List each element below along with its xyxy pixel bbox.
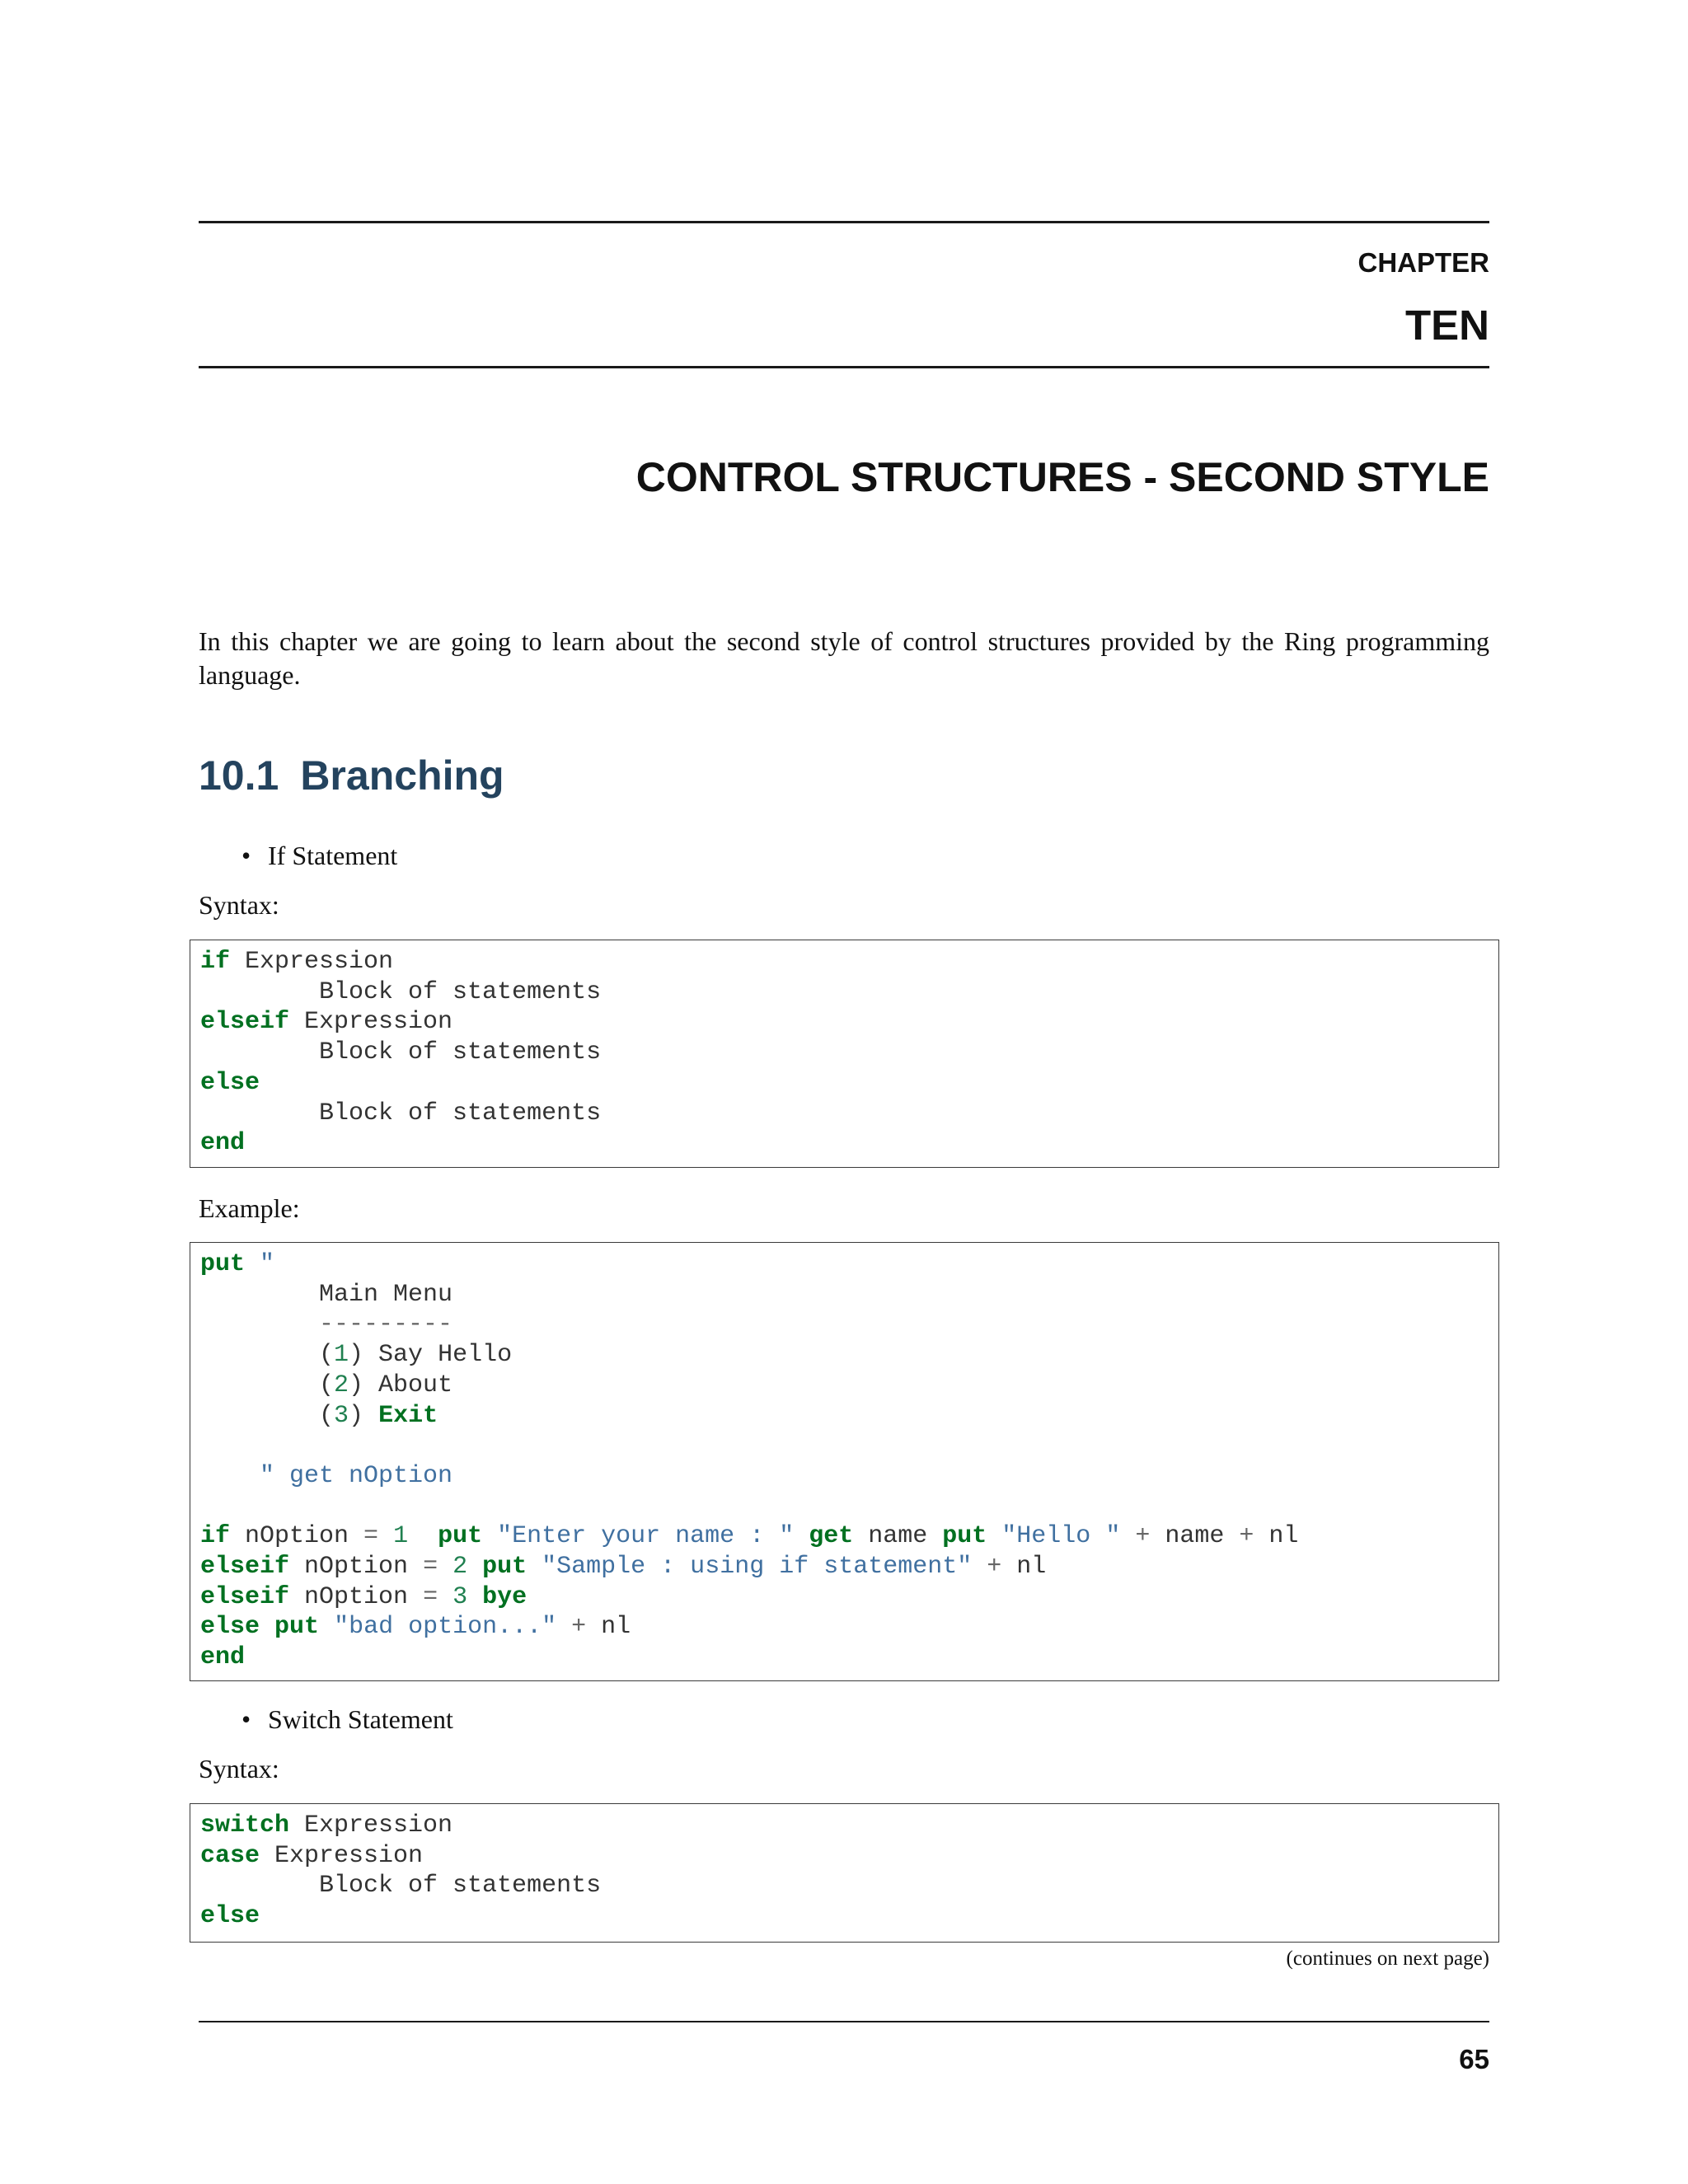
- code-line: [200, 1310, 452, 1338]
- code-token: 1: [393, 1522, 409, 1551]
- code-token: 3: [334, 1401, 349, 1430]
- code-token: Expression: [289, 1008, 453, 1037]
- section-number: 10.1: [199, 752, 279, 799]
- code-line: [200, 1250, 274, 1278]
- code-line: [200, 1872, 601, 1900]
- chapter-top-rule: [199, 221, 1489, 223]
- code-token: elseif: [200, 1582, 290, 1611]
- code-token: Expression: [230, 948, 394, 976]
- code-line: [200, 1811, 452, 1840]
- code-token: [408, 1522, 438, 1550]
- code-block-if-example: [190, 1242, 1499, 1681]
- code-token: put: [482, 1553, 528, 1582]
- code-block-if-syntax: [190, 940, 1499, 1168]
- code-token: +: [1135, 1522, 1151, 1551]
- code-token: +: [571, 1613, 587, 1642]
- code-token: [987, 1522, 1001, 1550]
- code-token: elseif: [200, 1008, 290, 1037]
- code-line: [200, 1371, 452, 1399]
- code-token: " get nOption: [200, 1461, 453, 1490]
- code-token: =: [423, 1553, 438, 1582]
- code-token: "Enter your name : ": [497, 1522, 795, 1551]
- code-token: (: [200, 1371, 335, 1399]
- code-token: ): [349, 1401, 379, 1430]
- code-token: [527, 1553, 542, 1581]
- code-token: Block of statements: [200, 1872, 602, 1900]
- code-token: "Sample : using if statement": [542, 1553, 973, 1582]
- code-token: switch: [200, 1811, 290, 1840]
- code-token: ) Say Hello: [349, 1341, 513, 1370]
- code-token: else: [200, 1613, 260, 1642]
- code-token: name: [1150, 1522, 1240, 1551]
- code-token: [794, 1522, 809, 1550]
- code-token: nOption: [230, 1522, 364, 1551]
- code-token: put: [942, 1522, 987, 1551]
- code-token: else: [200, 1902, 260, 1931]
- chapter-bottom-rule: [199, 366, 1489, 368]
- code-token: =: [363, 1522, 379, 1551]
- code-token: bye: [482, 1582, 528, 1611]
- code-token: nOption: [289, 1553, 424, 1582]
- code-token: 1: [334, 1341, 349, 1370]
- section-title: Branching: [300, 752, 504, 799]
- code-line: [200, 1069, 260, 1097]
- code-token: =: [423, 1582, 438, 1611]
- code-token: [467, 1583, 482, 1611]
- code-line: [200, 948, 393, 976]
- code-token: put: [438, 1522, 483, 1551]
- code-token: [467, 1553, 482, 1581]
- code-token: ) About: [349, 1371, 453, 1399]
- chapter-label: CHAPTER: [1357, 247, 1489, 278]
- code-token: Block of statements: [200, 977, 602, 1006]
- code-token: "Hello ": [1001, 1522, 1121, 1551]
- code-token: nl: [586, 1613, 631, 1642]
- bullet-text: If Statement: [268, 841, 398, 870]
- syntax-label: Syntax:: [199, 1754, 279, 1783]
- code-line: [200, 1583, 527, 1611]
- code-line: [200, 978, 601, 1006]
- code-line: [200, 1008, 452, 1036]
- section-heading: [199, 752, 504, 799]
- code-token: Exit: [378, 1401, 438, 1430]
- code-token: end: [200, 1129, 246, 1158]
- code-line: [200, 1643, 245, 1671]
- code-line: [200, 1902, 260, 1930]
- intro-paragraph: In this chapter we are going to learn about the second style of control structures provided by the Ring programming language.: [199, 626, 1489, 690]
- code-token: (: [200, 1341, 335, 1370]
- code-token: 3: [452, 1582, 468, 1611]
- code-line: [200, 1402, 438, 1430]
- code-token: "bad option...": [334, 1613, 557, 1642]
- code-token: +: [987, 1553, 1002, 1582]
- bullet-text: Switch Statement: [268, 1704, 453, 1734]
- code-line: [200, 1038, 601, 1066]
- code-token: Main Menu: [200, 1280, 453, 1309]
- code-token: 2: [452, 1553, 468, 1582]
- code-token: Expression: [289, 1811, 453, 1840]
- bullet-icon: •: [241, 1704, 251, 1734]
- code-line: [200, 1553, 1046, 1581]
- code-block-switch-syntax: [190, 1803, 1499, 1943]
- code-token: (: [200, 1401, 335, 1430]
- code-token: Expression: [260, 1841, 424, 1870]
- code-token: Block of statements: [200, 1038, 602, 1067]
- code-token: [319, 1613, 334, 1641]
- chapter-title: CONTROL STRUCTURES - SECOND STYLE: [635, 454, 1489, 500]
- code-token: nl: [1001, 1553, 1047, 1582]
- syntax-label: Syntax:: [199, 890, 279, 920]
- code-token: [378, 1522, 393, 1550]
- code-token: [556, 1613, 571, 1641]
- code-token: else: [200, 1068, 260, 1097]
- code-token: [482, 1522, 497, 1550]
- footer-rule: [199, 2021, 1489, 2022]
- code-token: end: [200, 1643, 246, 1672]
- code-token: put: [274, 1613, 320, 1642]
- code-line: [200, 1462, 452, 1490]
- code-line: [200, 1341, 512, 1369]
- code-line: [200, 1522, 1298, 1550]
- code-token: elseif: [200, 1553, 290, 1582]
- code-line: [200, 1281, 452, 1309]
- code-token: put: [200, 1250, 246, 1278]
- bullet-icon: •: [241, 841, 251, 870]
- example-label: Example:: [199, 1193, 300, 1223]
- code-token: case: [200, 1841, 260, 1870]
- code-token: nOption: [289, 1582, 424, 1611]
- code-token: [260, 1613, 274, 1641]
- continues-note: (continues on next page): [1286, 1947, 1489, 1970]
- code-token: [972, 1553, 987, 1581]
- code-token: +: [1239, 1522, 1254, 1551]
- code-token: if: [200, 1522, 231, 1551]
- code-line: [200, 1842, 423, 1870]
- page-number: 65: [1459, 2044, 1489, 2074]
- code-line: [200, 1613, 631, 1641]
- code-token: get: [809, 1522, 854, 1551]
- code-token: ": [245, 1250, 275, 1278]
- code-token: [438, 1583, 452, 1611]
- code-token: name: [853, 1522, 943, 1551]
- code-token: if: [200, 948, 231, 976]
- code-line: [200, 1099, 601, 1127]
- code-token: 2: [334, 1371, 349, 1399]
- code-token: ---------: [200, 1310, 453, 1339]
- code-token: Block of statements: [200, 1099, 602, 1127]
- code-line: [200, 1129, 245, 1157]
- code-token: nl: [1254, 1522, 1299, 1551]
- code-token: [1120, 1522, 1135, 1550]
- chapter-number: TEN: [1405, 302, 1489, 349]
- code-token: [438, 1553, 452, 1581]
